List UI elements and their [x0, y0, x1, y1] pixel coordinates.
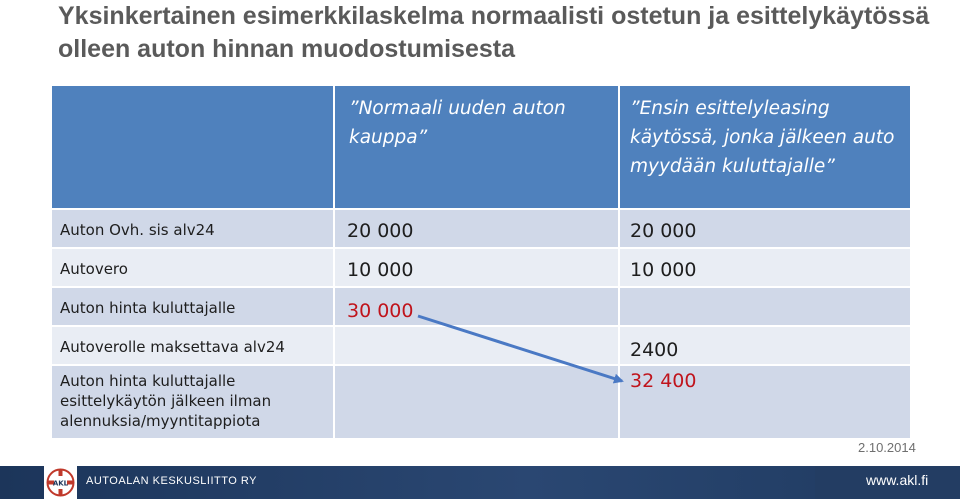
slide-date: 2.10.2014 — [858, 440, 916, 455]
row-label: Auton hinta kuluttajalle — [60, 299, 236, 317]
table-row — [51, 326, 911, 365]
table-row — [51, 248, 911, 287]
slide-title: Yksinkertainen esimerkkilaskelma normaalisti ostetun ja esittelykäytössä olleen auton hinnan muodostumisesta — [58, 2, 930, 63]
website-link[interactable]: www.akl.fi — [866, 472, 929, 488]
row-value-normal — [343, 327, 618, 335]
row-label: Auton hinta kuluttajalle esittelykäytön jälkeen ilman alennuksia/myyntitappiota — [60, 372, 272, 430]
row-value-demo: 20 000 — [630, 220, 697, 242]
table-row — [51, 209, 911, 248]
row-value-normal: 20 000 — [347, 220, 414, 242]
row-label: Autoverolle maksettava alv24 — [60, 338, 285, 356]
row-value-demo — [628, 288, 910, 296]
organization-name: AUTOALAN KESKUSLIITTO RY — [86, 475, 257, 487]
row-label: Autovero — [60, 260, 128, 278]
header-normal-purchase — [334, 85, 619, 209]
row-label: Auton Ovh. sis alv24 — [60, 221, 215, 239]
table-corner-cell — [51, 85, 334, 209]
comparison-table — [50, 84, 912, 440]
table-row — [51, 365, 911, 439]
akl-logo-icon — [44, 466, 77, 499]
row-value-normal: 30 000 — [347, 300, 414, 322]
table-row — [51, 287, 911, 326]
row-value-demo: 2400 — [630, 339, 679, 361]
row-value-normal: 10 000 — [347, 259, 414, 281]
row-value-demo: 10 000 — [630, 259, 697, 281]
header-demo-leasing-text: ”Ensin esittelyleasing käytössä, jonka jälkeen auto myydään kuluttajalle” — [630, 98, 895, 177]
header-demo-leasing — [619, 85, 911, 209]
logo-text: AKL — [52, 479, 69, 488]
row-value-demo: 32 400 — [630, 370, 697, 392]
akl-logo — [44, 466, 77, 499]
header-normal-purchase-text: ”Normaali uuden auton kauppa” — [349, 98, 566, 148]
row-value-normal — [343, 366, 618, 374]
